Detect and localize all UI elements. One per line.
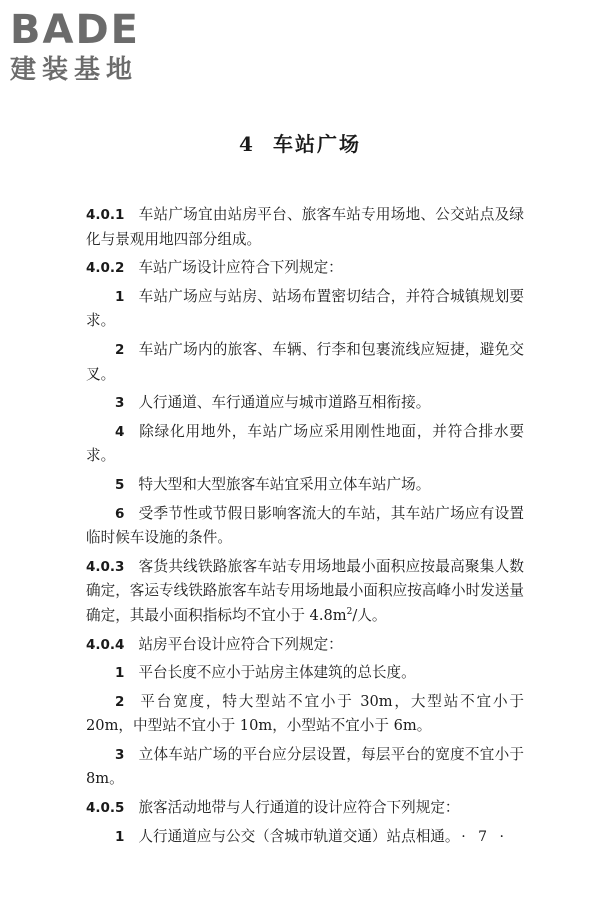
item-number: 2 [115,693,125,710]
logo-mark: BADE [10,7,140,53]
paragraph-text: 车站广场内的旅客、车辆、行李和包裹流线应短捷，避免交叉。 [86,340,524,383]
page-number: · 7 · [461,829,508,845]
clause-number: 4.0.3 [86,558,125,575]
item-number: 4 [115,423,125,440]
paragraph-text: 站房平台设计应符合下列规定： [138,635,343,653]
clause-number: 4.0.2 [86,260,125,277]
paragraph-text: 人行通道应与公交（含城市轨道交通）站点相通。 [138,827,460,845]
clause-paragraph [86,203,524,252]
clause-paragraph [86,796,524,821]
item-number: 1 [115,665,125,682]
item-number: 5 [115,476,125,493]
item-number: 1 [115,828,125,845]
document-body [86,203,524,853]
list-item [86,420,524,469]
logo-subtitle: 建装基地 [10,55,139,85]
paragraph-text: 特大型和大型旅客车站宜采用立体车站广场。 [138,475,431,493]
item-number: 1 [115,288,125,305]
list-item [86,825,524,850]
item-number: 3 [115,395,125,412]
paragraph-text: 立体车站广场的平台应分层设置，每层平台的宽度不宜小于 8m。 [86,745,524,788]
chapter-title [0,128,600,157]
list-item [86,502,524,551]
list-item [86,690,524,739]
clause-paragraph [86,256,524,281]
clause-number: 4.0.1 [86,207,125,223]
clause-number: 4.0.5 [86,800,125,817]
bade-logo [10,8,185,98]
list-item [86,661,524,686]
paragraph-text: 车站广场应与站房、站场布置密切结合，并符合城镇规划要求。 [86,287,524,330]
paragraph-text: 受季节性或节假日影响客流大的车站，其车站广场应有设置临时候车设施的条件。 [86,504,524,547]
chapter-title-text: 车站广场 [272,132,361,156]
list-item [86,743,524,792]
item-number: 6 [115,505,125,522]
paragraph-text: 平台宽度，特大型站不宜小于 30m，大型站不宜小于 20m，中型站不宜小于 10m，小型站不宜小于 6m。 [86,692,524,735]
list-item [86,338,524,387]
item-number: 3 [115,746,125,763]
paragraph-text: 客货共线铁路旅客车站专用场地最小面积应按最高聚集人数确定，客运专线铁路旅客车站专用场地最小面积应按高峰小时发送量确定，其最小面积指标均不宜小于 4.8m [86,557,524,624]
chapter-number: 4 [239,132,255,156]
list-item [86,473,524,498]
list-item [86,285,524,334]
clause-number: 4.0.4 [86,636,125,653]
paragraph-tail: /人。 [352,606,387,624]
paragraph-text: 平台长度不应小于站房主体建筑的总长度。 [138,664,416,682]
paragraph-text: 人行通道、车行通道应与城市道路互相衔接。 [138,394,431,412]
item-number: 2 [115,341,125,358]
paragraph-text: 车站广场宜由站房平台、旅客车站专用场地、公交站点及绿化与景观用地四部分组成。 [86,206,524,248]
paragraph-text: 除绿化用地外，车站广场应采用刚性地面，并符合排水要求。 [86,422,524,465]
list-item [86,391,524,416]
paragraph-text: 车站广场设计应符合下列规定： [138,259,343,277]
clause-paragraph [86,555,524,629]
clause-paragraph [86,633,524,658]
paragraph-text: 旅客活动地带与人行通道的设计应符合下列规定： [138,799,460,817]
superscript: 2 [346,607,353,618]
